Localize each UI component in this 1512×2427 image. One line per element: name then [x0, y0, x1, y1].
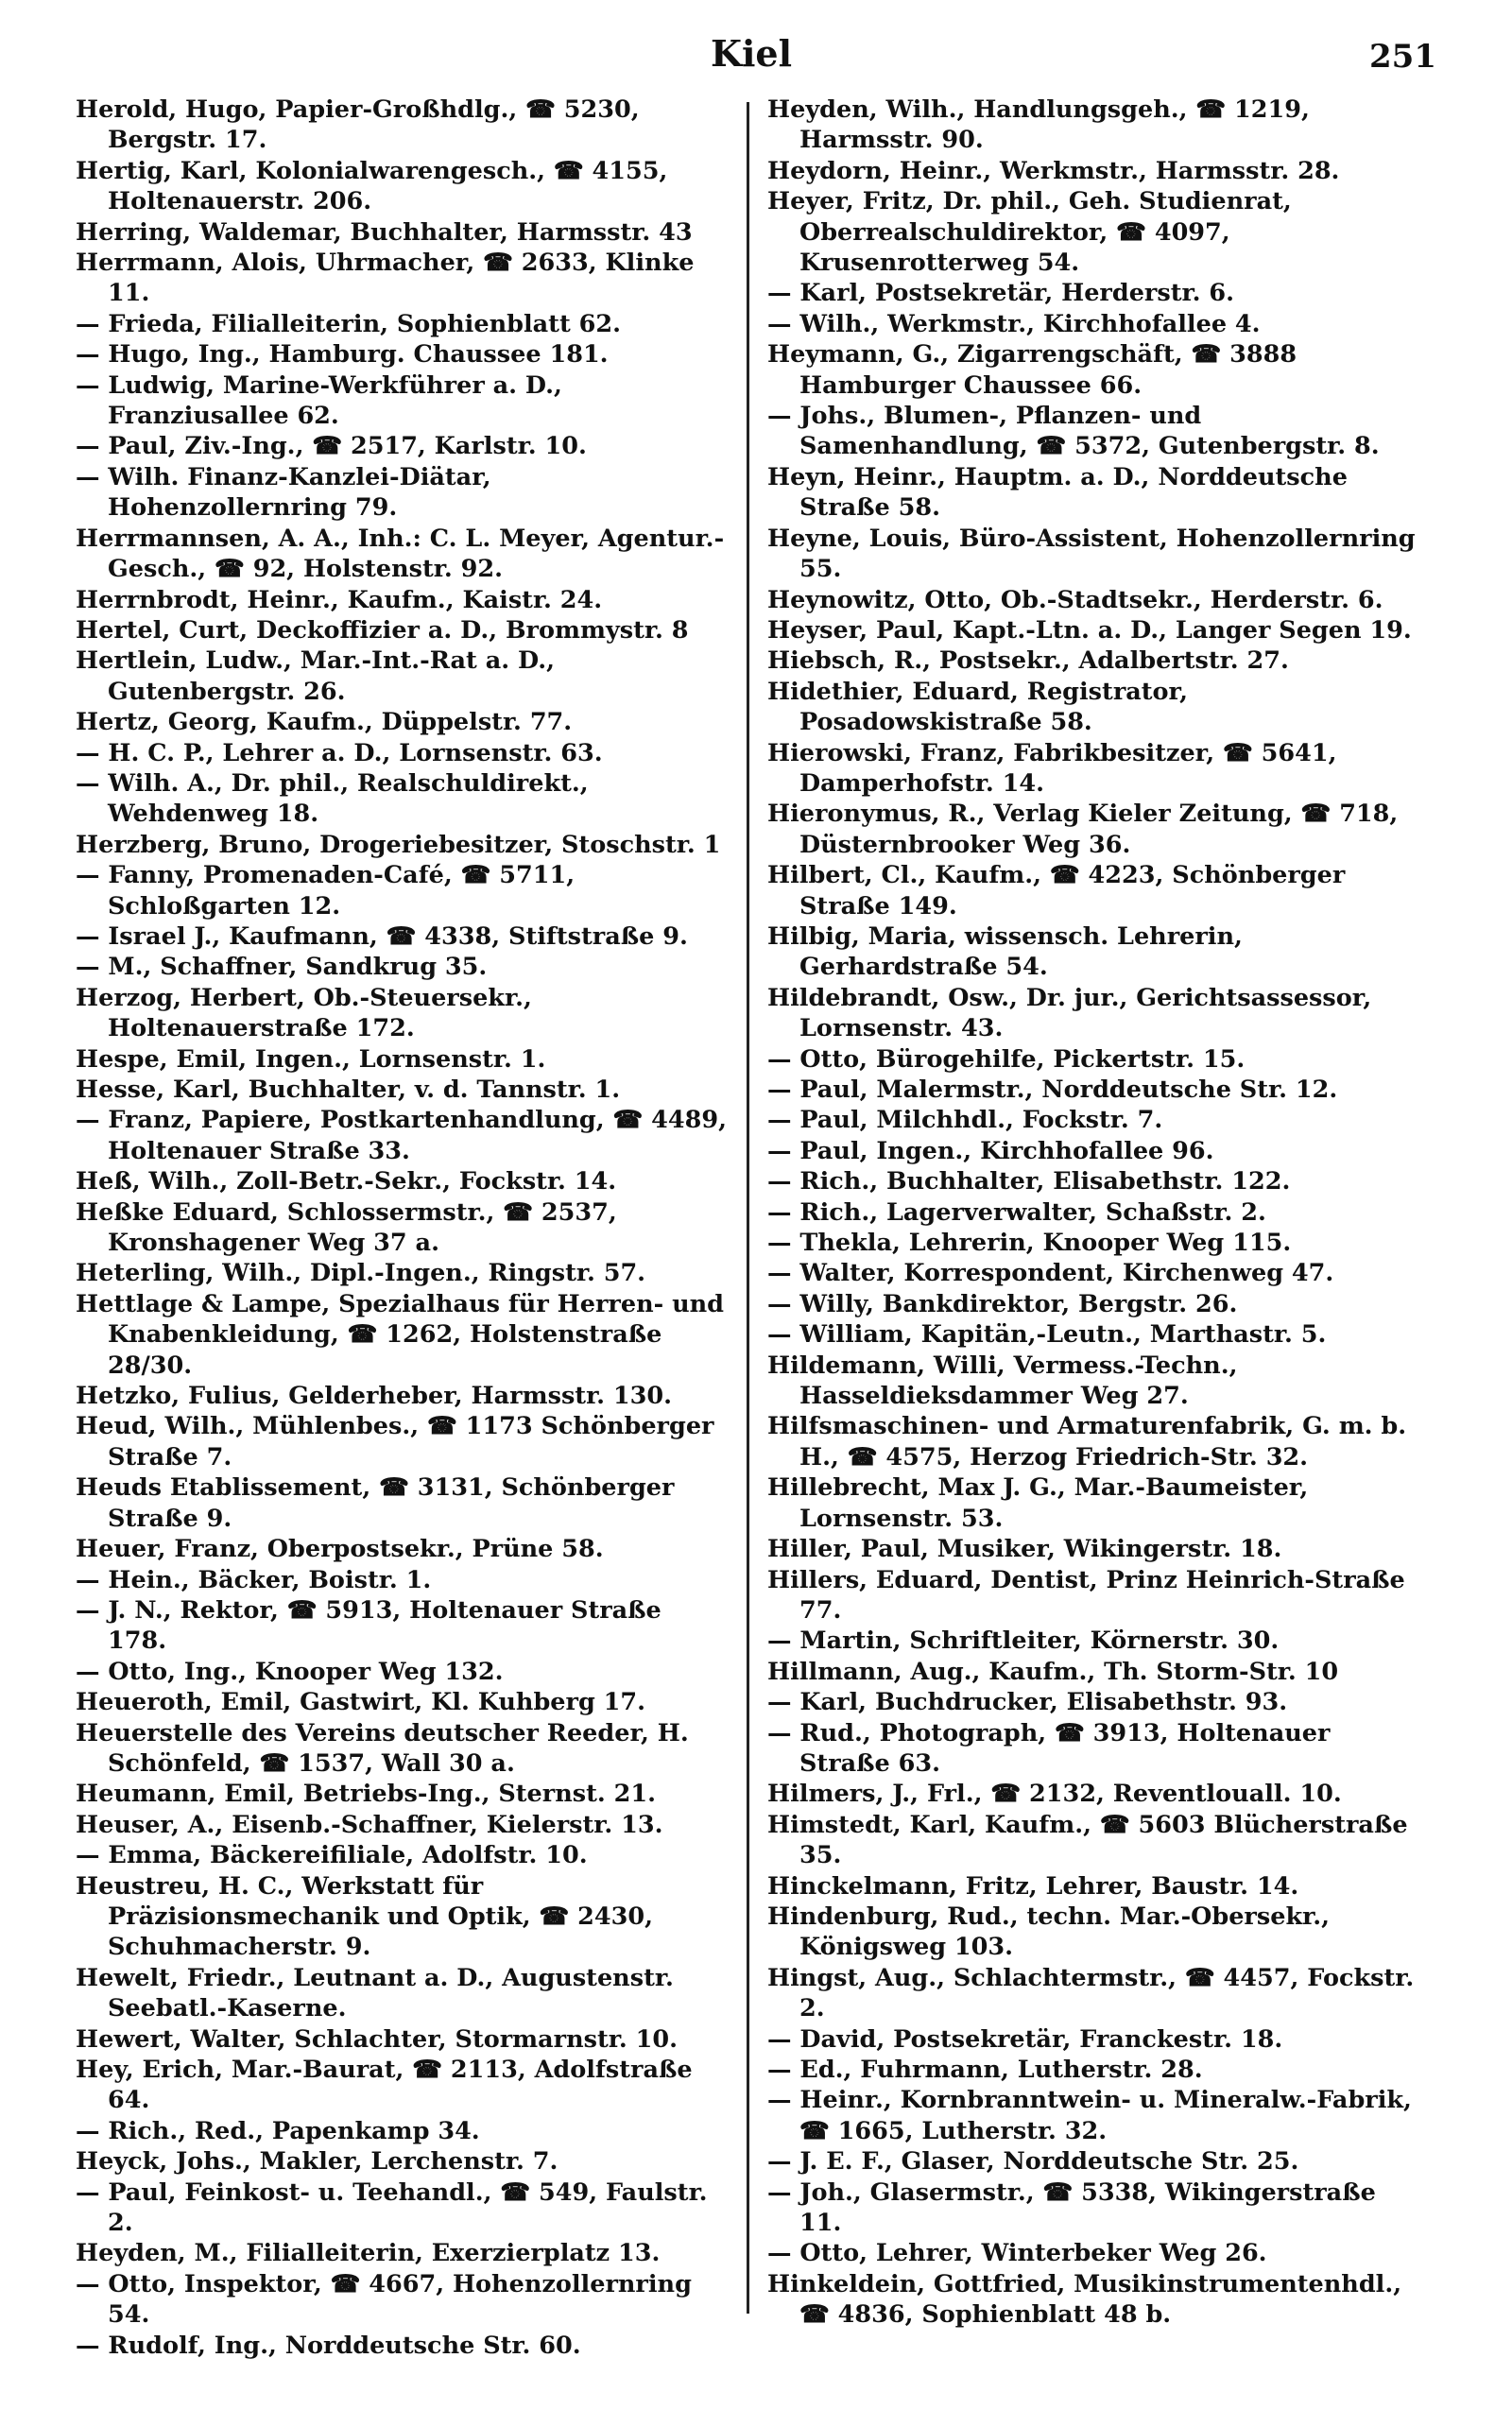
directory-entry: Hertlein, Ludw., Mar.-Int.-Rat a. D., Gutenbergstr. 26. — [76, 646, 555, 706]
directory-entry: Hillebrecht, Max J. G., Mar.-Baumeister, Lornsenstr. 53. — [767, 1473, 1309, 1533]
directory-entry: Herring, Waldemar, Buchhalter, Harmsstr. 43 — [76, 217, 693, 247]
directory-entry: Hetzko, Fulius, Gelderheber, Harmsstr. 130. — [76, 1382, 673, 1411]
directory-entry: Hingst, Aug., Schlachtermstr., ☎ 4457, Fockstr. 2. — [767, 1963, 1415, 2023]
directory-entry: — Otto, Lehrer, Winterbeker Weg 26. — [767, 2239, 1267, 2268]
directory-entry: Heyck, Johs., Makler, Lerchenstr. 7. — [76, 2147, 558, 2177]
directory-entry: Heuer, Franz, Oberpostsekr., Prüne 58. — [76, 1535, 604, 1564]
left-column — [76, 95, 728, 2361]
directory-entry: Hinckelmann, Fritz, Lehrer, Baustr. 14. — [767, 1871, 1299, 1901]
directory-entry: Hespe, Emil, Ingen., Lornsenstr. 1. — [76, 1044, 546, 1074]
directory-entry: Herzberg, Bruno, Drogeriebesitzer, Stoschstr. 1 — [76, 830, 721, 859]
directory-entry: — Joh., Glasermstr., ☎ 5338, Wikingerstraße 11. — [767, 2177, 1376, 2238]
directory-entry: — Rud., Photograph, ☎ 3913, Holtenauer Straße 63. — [767, 1718, 1331, 1778]
directory-entry: Hilfsmaschinen- und Armaturenfabrik, G. m. b. H., ☎ 4575, Herzog Friedrich-Str. 32. — [767, 1412, 1407, 1472]
directory-entry: Heterling, Wilh., Dipl.-Ingen., Ringstr. 57. — [76, 1259, 646, 1288]
directory-entry: Heymann, G., Zigarrengschäft, ☎ 3888 Hamburger Chaussee 66. — [767, 340, 1297, 400]
directory-entry: Heustreu, H. C., Werkstatt für Präzisionsmechanik und Optik, ☎ 2430, Schuhmacherstr. 9. — [76, 1871, 654, 1962]
page-number: 251 — [1369, 38, 1436, 76]
directory-entry: — Otto, Ing., Knooper Weg 132. — [76, 1657, 504, 1686]
directory-entry: Hettlage & Lampe, Spezialhaus für Herren- und Knabenkleidung, ☎ 1262, Holstenstraße 28/30. — [76, 1289, 724, 1380]
directory-entry: — Israel J., Kaufmann, ☎ 4338, Stiftstraße 9. — [76, 921, 688, 951]
directory-entry: Hewert, Walter, Schlachter, Stormarnstr. 10. — [76, 2024, 678, 2054]
directory-entry: — William, Kapitän,-Leutn., Marthastr. 5. — [767, 1320, 1327, 1350]
directory-entry: — J. E. F., Glaser, Norddeutsche Str. 25. — [767, 2147, 1299, 2177]
city-heading: Kiel — [710, 32, 793, 75]
directory-entry: Hildemann, Willi, Vermess.-Techn., Hasseldieksdammer Weg 27. — [767, 1351, 1238, 1411]
directory-entry: — Wilh., Werkmstr., Kirchhofallee 4. — [767, 309, 1261, 338]
directory-entry: Hildebrandt, Osw., Dr. jur., Gerichtsassessor, Lornsenstr. 43. — [767, 983, 1372, 1043]
directory-entry: Heuerstelle des Vereins deutscher Reeder, H. Schönfeld, ☎ 1537, Wall 30 a. — [76, 1718, 689, 1778]
directory-entry: — H. C. P., Lehrer a. D., Lornsenstr. 63. — [76, 738, 603, 767]
directory-entry: — Franz, Papiere, Postkartenhandlung, ☎ 4489, Holtenauer Straße 33. — [76, 1106, 728, 1165]
directory-entry: Heyser, Paul, Kapt.-Ltn. a. D., Langer Segen 19. — [767, 615, 1412, 645]
directory-entry: — Emma, Bäckereifiliale, Adolfstr. 10. — [76, 1841, 588, 1870]
directory-entry: Hindenburg, Rud., techn. Mar.-Obersekr., Königsweg 103. — [767, 1902, 1330, 1962]
directory-entry: Hilmers, J., Frl., ☎ 2132, Reventlouall. 10. — [767, 1780, 1342, 1809]
directory-entry: Hiller, Paul, Musiker, Wikingerstr. 18. — [767, 1535, 1282, 1564]
directory-entry: Hillers, Eduard, Dentist, Prinz Heinrich-Straße 77. — [767, 1565, 1405, 1625]
directory-entry: — Karl, Buchdrucker, Elisabethstr. 93. — [767, 1688, 1288, 1717]
directory-entry: — Paul, Ingen., Kirchhofallee 96. — [767, 1136, 1214, 1165]
directory-entry: — Rich., Red., Papenkamp 34. — [76, 2116, 480, 2145]
directory-entry: Herrmann, Alois, Uhrmacher, ☎ 2633, Klinke 11. — [76, 249, 695, 308]
directory-entry: Heßke Eduard, Schlossermstr., ☎ 2537, Kronshagener Weg 37 a. — [76, 1197, 617, 1258]
directory-entry: — Rudolf, Ing., Norddeutsche Str. 60. — [76, 2331, 581, 2360]
directory-entry: — Ludwig, Marine-Werkführer a. D., Franziusallee 62. — [76, 370, 562, 431]
directory-entry: Hertz, Georg, Kaufm., Düppelstr. 77. — [76, 708, 573, 737]
directory-entry: Hieronymus, R., Verlag Kieler Zeitung, ☎ 718, Düsternbrooker Weg 36. — [767, 800, 1399, 859]
directory-entry: Heyn, Heinr., Hauptm. a. D., Norddeutsche Straße 58. — [767, 462, 1348, 523]
directory-entry: Hey, Erich, Mar.-Baurat, ☎ 2113, Adolfstraße 64. — [76, 2056, 693, 2115]
directory-entry: Heyer, Fritz, Dr. phil., Geh. Studienrat, Oberrealschuldirektor, ☎ 4097, Krusenrotterweg 54. — [767, 187, 1292, 278]
directory-entry: Heud, Wilh., Mühlenbes., ☎ 1173 Schönberger Straße 7. — [76, 1412, 714, 1472]
directory-entry: Heyden, M., Filialleiterin, Exerzierplatz 13. — [76, 2239, 661, 2268]
directory-entry: — Otto, Inspektor, ☎ 4667, Hohenzollernring 54. — [76, 2269, 692, 2330]
directory-entry: — Hein., Bäcker, Boistr. 1. — [76, 1565, 432, 1594]
directory-entry: — Paul, Feinkost- u. Teehandl., ☎ 549, Faulstr. 2. — [76, 2177, 708, 2238]
right-column — [767, 95, 1419, 2331]
directory-entry: — Fanny, Promenaden-Café, ☎ 5711, Schloßgarten 12. — [76, 861, 576, 921]
page-header — [66, 28, 1436, 85]
directory-entry: Herrnbrodt, Heinr., Kaufm., Kaistr. 24. — [76, 585, 603, 614]
directory-entry: — Rich., Buchhalter, Elisabethstr. 122. — [767, 1167, 1291, 1196]
directory-entry: Hilbert, Cl., Kaufm., ☎ 4223, Schönberger Straße 149. — [767, 861, 1346, 921]
directory-entry: Heyden, Wilh., Handlungsgeh., ☎ 1219, Harmsstr. 90. — [767, 95, 1310, 155]
directory-entry: Heynowitz, Otto, Ob.-Stadtsekr., Herderstr. 6. — [767, 585, 1383, 614]
directory-entry: — Paul, Malermstr., Norddeutsche Str. 12. — [767, 1076, 1338, 1104]
directory-entry: Hesse, Karl, Buchhalter, v. d. Tannstr. 1. — [76, 1076, 621, 1104]
directory-entry: Hewelt, Friedr., Leutnant a. D., Augustenstr. Seebatl.-Kaserne. — [76, 1963, 674, 2023]
directory-entry: Heuds Etablissement, ☎ 3131, Schönberger Straße 9. — [76, 1473, 675, 1533]
directory-entry: — Ed., Fuhrmann, Lutherstr. 28. — [767, 2056, 1203, 2084]
directory-entry: — Walter, Korrespondent, Kirchenweg 47. — [767, 1259, 1334, 1288]
directory-entry: — Thekla, Lehrerin, Knooper Weg 115. — [767, 1229, 1292, 1258]
column-divider — [747, 102, 749, 2314]
directory-entry: Hilbig, Maria, wissensch. Lehrerin, Gerhardstraße 54. — [767, 921, 1243, 982]
directory-entry: Hiebsch, R., Postsekr., Adalbertstr. 27. — [767, 646, 1289, 676]
directory-entry: — Hugo, Ing., Hamburg. Chaussee 181. — [76, 340, 609, 370]
directory-entry: — Martin, Schriftleiter, Körnerstr. 30. — [767, 1627, 1280, 1656]
directory-entry: — Karl, Postsekretär, Herderstr. 6. — [767, 279, 1234, 308]
directory-entry: — Wilh. Finanz-Kanzlei-Diätar, Hohenzollernring 79. — [76, 462, 491, 523]
directory-entry: — Heinr., Kornbranntwein- u. Mineralw.-Fabrik, ☎ 1665, Lutherstr. 32. — [767, 2086, 1412, 2145]
directory-entry: Heueroth, Emil, Gastwirt, Kl. Kuhberg 17. — [76, 1688, 646, 1717]
directory-entry: Heuser, A., Eisenb.-Schaffner, Kielerstr. 13. — [76, 1810, 663, 1839]
directory-entry: — David, Postsekretär, Franckestr. 18. — [767, 2024, 1283, 2054]
directory-entry: Heyne, Louis, Büro-Assistent, Hohenzollernring 55. — [767, 524, 1416, 584]
directory-entry: Heß, Wilh., Zoll-Betr.-Sekr., Fockstr. 14. — [76, 1167, 617, 1196]
directory-entry: — Johs., Blumen-, Pflanzen- und Samenhandlung, ☎ 5372, Gutenbergstr. 8. — [767, 402, 1380, 461]
directory-entry: Herzog, Herbert, Ob.-Steuersekr., Holtenauerstraße 172. — [76, 983, 532, 1043]
directory-entry: — Paul, Ziv.-Ing., ☎ 2517, Karlstr. 10. — [76, 432, 587, 461]
directory-entry: Heydorn, Heinr., Werkmstr., Harmsstr. 28. — [767, 156, 1340, 185]
directory-entry: — Rich., Lagerverwalter, Schaßstr. 2. — [767, 1197, 1266, 1227]
directory-entry: Herrmannsen, A. A., Inh.: C. L. Meyer, Agentur.-Gesch., ☎ 92, Holstenstr. 92. — [76, 524, 725, 584]
directory-entry: Hierowski, Franz, Fabrikbesitzer, ☎ 5641, Damperhofstr. 14. — [767, 738, 1337, 798]
directory-entry: Hinkeldein, Gottfried, Musikinstrumentenhdl., ☎ 4836, Sophienblatt 48 b. — [767, 2269, 1402, 2330]
directory-entry: — M., Schaffner, Sandkrug 35. — [76, 953, 488, 982]
directory-entry: Hertel, Curt, Deckoffizier a. D., Brommystr. 8 — [76, 615, 689, 645]
directory-entry: Himstedt, Karl, Kaufm., ☎ 5603 Blücherstraße 35. — [767, 1810, 1408, 1870]
directory-entry: — Wilh. A., Dr. phil., Realschuldirekt., Wehdenweg 18. — [76, 768, 589, 829]
directory-entry: — Willy, Bankdirektor, Bergstr. 26. — [767, 1289, 1238, 1318]
directory-entry: — Frieda, Filialleiterin, Sophienblatt 62. — [76, 309, 621, 338]
directory-entry: Hertig, Karl, Kolonialwarengesch., ☎ 4155, Holtenauerstr. 206. — [76, 156, 668, 216]
directory-entry: Heumann, Emil, Betriebs-Ing., Sternst. 21. — [76, 1780, 656, 1809]
directory-entry: Hillmann, Aug., Kaufm., Th. Storm-Str. 10 — [767, 1657, 1339, 1686]
directory-entry: Herold, Hugo, Papier-Großhdlg., ☎ 5230, Bergstr. 17. — [76, 95, 640, 155]
directory-entry: Hidethier, Eduard, Registrator, Posadowskistraße 58. — [767, 677, 1189, 737]
directory-entry: — Otto, Bürogehilfe, Pickertstr. 15. — [767, 1044, 1246, 1074]
directory-entry: — Paul, Milchhdl., Fockstr. 7. — [767, 1106, 1163, 1135]
directory-entry: — J. N., Rektor, ☎ 5913, Holtenauer Straße 178. — [76, 1595, 662, 1656]
